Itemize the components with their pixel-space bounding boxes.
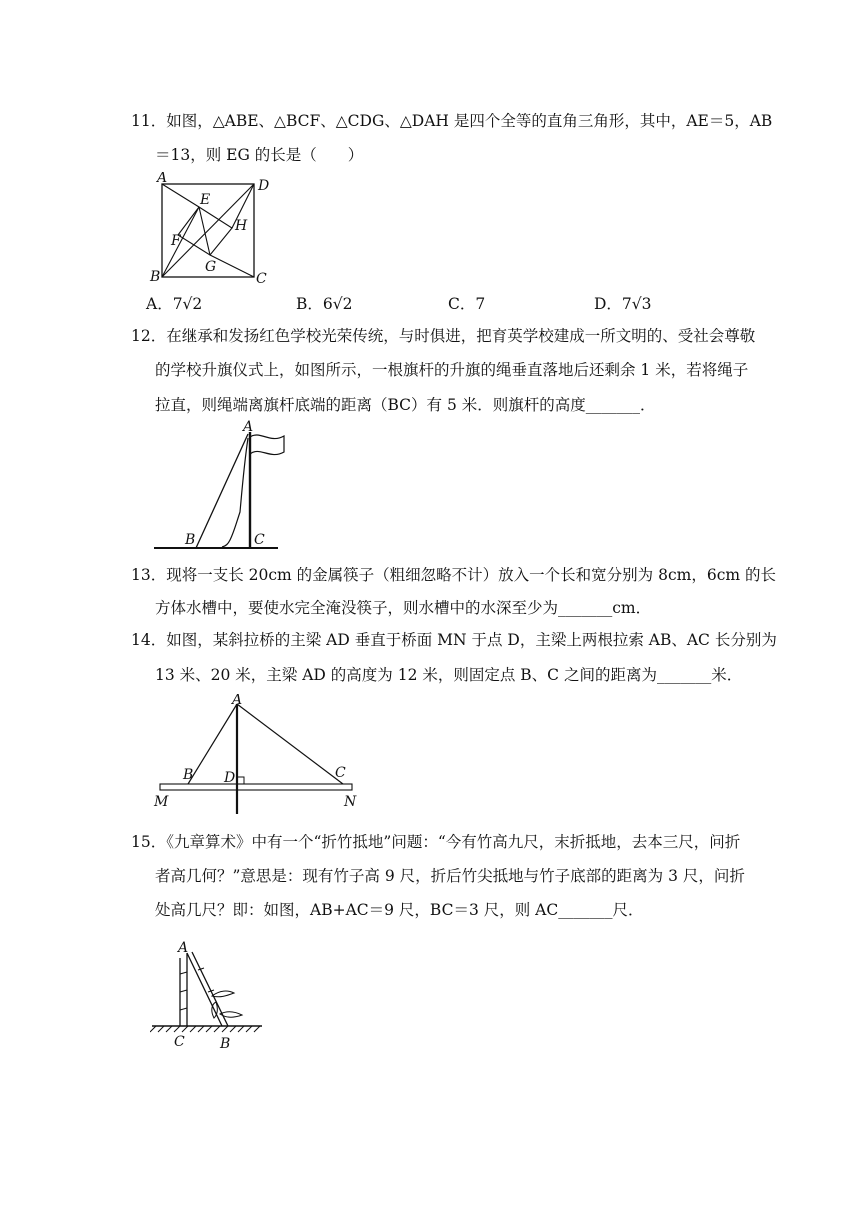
q15-line-2: 者高几何？”意思是：现有竹子高 9 尺，折后竹尖抵地与竹子底部的距离为 3 尺，问折	[155, 867, 745, 885]
q15-figure	[150, 938, 265, 1053]
label-M: M	[154, 794, 169, 810]
label-A: A	[243, 420, 254, 435]
label-C: C	[254, 532, 265, 548]
q11-option-a: A．7√2	[146, 295, 203, 313]
q12-line-3: 拉直，则绳端离旗杆底端的距离（BC）有 5 米．则旗杆的高度_______．	[155, 396, 656, 414]
q12-line-1: 12．在继承和发扬红色学校光荣传统，与时俱进，把育英学校建成一所文明的、受社会尊敬	[131, 327, 756, 345]
label-B: B	[220, 1036, 231, 1052]
label-A: A	[232, 694, 243, 708]
label-E: E	[200, 192, 211, 208]
q11-figure	[146, 172, 276, 284]
label-F: F	[171, 233, 181, 249]
q13-line-2: 方体水槽中，要使水完全淹没筷子，则水槽中的水深至少为_______cm．	[155, 599, 652, 617]
label-H: H	[235, 218, 248, 234]
q11-option-d: D．7√3	[594, 295, 652, 313]
q12-figure	[150, 420, 285, 552]
label-C: C	[174, 1034, 185, 1050]
q14-figure	[150, 694, 365, 816]
q15-line-1: 15．《九章算术》中有一个“折竹抵地”问题：“今有竹高九尺，末折抵地，去本三尺，问折	[131, 833, 741, 851]
label-D: D	[224, 770, 236, 786]
label-C: C	[335, 765, 346, 781]
label-C: C	[256, 271, 267, 284]
q11-line-1: 11．如图，△ABE、△BCF、△CDG、△DAH 是四个全等的直角三角形，其中，AE＝5，AB	[131, 112, 773, 130]
q13-line-1: 13．现将一支长 20cm 的金属筷子（粗细忽略不计）放入一个长和宽分别为 8cm，6cm 的长	[131, 566, 777, 584]
q12-line-2: 的学校升旗仪式上，如图所示，一根旗杆的升旗的绳垂直落地后还剩余 1 米，若将绳子	[155, 361, 749, 379]
label-A: A	[157, 172, 168, 186]
label-G: G	[205, 259, 217, 275]
label-B: B	[150, 269, 161, 284]
q11-option-b: B．6√2	[296, 295, 353, 313]
q14-line-1: 14．如图，某斜拉桥的主梁 AD 垂直于桥面 MN 于点 D，主梁上两根拉索 AB、AC 长分别为	[131, 631, 777, 649]
q15-line-3: 处高几尺？即：如图，AB+AC＝9 尺，BC＝3 尺，则 AC_______尺．	[155, 901, 644, 919]
q14-line-2: 13 米、20 米，主梁 AD 的高度为 12 米，则固定点 B、C 之间的距离为_______米．	[155, 666, 743, 684]
label-A: A	[178, 940, 189, 956]
q11-option-c: C．7	[448, 295, 486, 313]
label-N: N	[344, 794, 357, 810]
label-B: B	[183, 767, 194, 783]
label-B: B	[185, 532, 196, 548]
label-D: D	[258, 178, 270, 194]
q11-line-2: ＝13，则 EG 的长是（ ）	[155, 146, 364, 164]
